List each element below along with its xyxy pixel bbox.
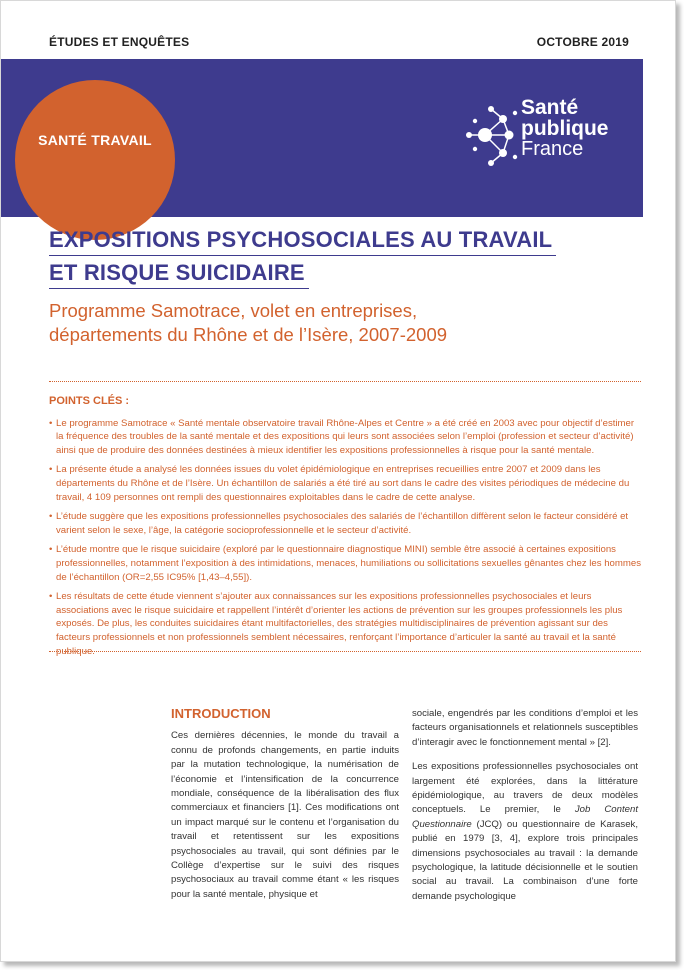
document-title [49, 225, 556, 291]
logo-wordmark [521, 97, 609, 160]
document-category: ÉTUDES ET ENQUÊTES [49, 35, 190, 49]
body-text: (JCQ) ou questionnaire de Karasek, publié en 1979 [3, 4], explore trois principales dimensions psychosociales au travail : la demande psychologique, la latitude décisionnelle et le soutien social au travail. La combinaison d’une forte demande psychologique [412, 818, 638, 902]
sante-publique-france-logo [463, 95, 633, 175]
header-bar [49, 35, 629, 51]
key-point-item: • Le programme Samotrace « Santé mentale observatoire travail Rhône-Alpes et Centre » a été créé en 2003 avec pour objectif d’estimer la fréquence des troubles de la santé mentale et des expositions qui leurs sont associées selon l’emploi (profession et secteur d’activité) ainsi que de produire des données destinées à mieux identifier les expositions professionnelles à risque pour la santé mentale. [49, 417, 641, 458]
logo-line-publique: publique [521, 117, 609, 140]
key-points-section [49, 395, 641, 664]
key-points-heading: POINTS CLÉS : [49, 395, 130, 407]
body-column-left [171, 707, 399, 912]
subtitle-line-1: Programme Samotrace, volet en entreprises, [49, 300, 418, 321]
key-point-item: • L’étude montre que le risque suicidaire (exploré par le questionnaire diagnostique MINI) semble être associé à certaines expositions professionnelles, notamment l’exposition à des intimidations, menaces, humiliations ou sollicitations sexuelles gênantes chez les hommes de l’échantillon (OR=2,55 IC95% [1,43–4,55]). [49, 543, 641, 584]
key-point-item: • La présente étude a analysé les données issues du volet épidémiologique en entreprises recueillies entre 2007 et 2009 dans les départements du Rhône et de l’Isère. Un échantillon de salariés a été tiré au sort dans le cadre des visites périodiques de médecine du travail, 4 109 personnes ont rempli des questionnaires exploitables dans le cadre de cette analyse. [49, 463, 641, 504]
key-points-bottom-divider [49, 651, 641, 652]
key-points-list [49, 417, 641, 659]
title-line-2: ET RISQUE SUICIDAIRE [49, 258, 309, 289]
logo-line-sante: Santé [521, 96, 579, 119]
body-text: Les expositions professionnelles psychosociales ont largement été explorées, dans la littérature épidémiologique, au travers de deux modèles conceptuels. Le premier, le [412, 761, 638, 816]
network-icon [463, 99, 519, 171]
introduction-heading: INTRODUCTION [171, 706, 271, 721]
category-badge-label: SANTÉ TRAVAIL [38, 132, 152, 148]
body-paragraph [412, 760, 638, 904]
document-subtitle [49, 299, 609, 347]
category-badge [15, 80, 175, 240]
title-line-1: EXPOSITIONS PSYCHOSOCIALES AU TRAVAIL [49, 225, 556, 256]
subtitle-line-2: départements du Rhône et de l’Isère, 2007-2009 [49, 324, 448, 345]
key-point-item: • L’étude suggère que les expositions professionnelles psychosociales des salariés de l’échantillon diffèrent selon le facteur considéré et varient selon le sexe, l’âge, la catégorie socioprofessionnelle et le secteur d’activité. [49, 510, 641, 537]
logo-line-france: France [521, 138, 584, 160]
header-banner [1, 59, 643, 217]
jcq-title: Job Content Questionnaire [412, 804, 638, 830]
key-points-top-divider [49, 381, 641, 382]
key-point-item: • Les résultats de cette étude viennent s’ajouter aux connaissances sur les expositions professionnelles psychosociales et leurs associations avec le risque suicidaire et rappellent l’intérêt d’orienter les actions de prévention sur les groupes professionnels les plus exposés. De plus, les conduites suicidaires étant multifactorielles, des stratégies multidisciplinaires de prévention agissant sur des facteurs professionnels et non professionnels semblent nécessaires, renforçant l’importance d’articuler la santé au travail et la santé publique. [49, 590, 641, 658]
body-column-right [412, 707, 638, 914]
body-paragraph: Ces dernières décennies, le monde du travail a connu de profonds changements, en partie induits par la mutation technologique, la numérisation de l’économie et l’intensification de la concurrence mondiale, conséquence de la libéralisation des flux commerciaux et financiers [1]. Ces modifications ont un impact marqué sur le contenu et l’organisation du travail et retentissent sur les expositions psychosociales au travail, qui sont définies par le Collège d’expertise sur le suivi des risques psychosociaux au travail comme étant « les risques pour la santé mentale, physique et [171, 730, 399, 900]
body-paragraph: sociale, engendrés par les conditions d’emploi et les facteurs organisationnels et relationnels susceptibles d’interagir avec le fonctionnement mental » [2]. [412, 708, 638, 748]
publication-date: OCTOBRE 2019 [536, 35, 629, 49]
